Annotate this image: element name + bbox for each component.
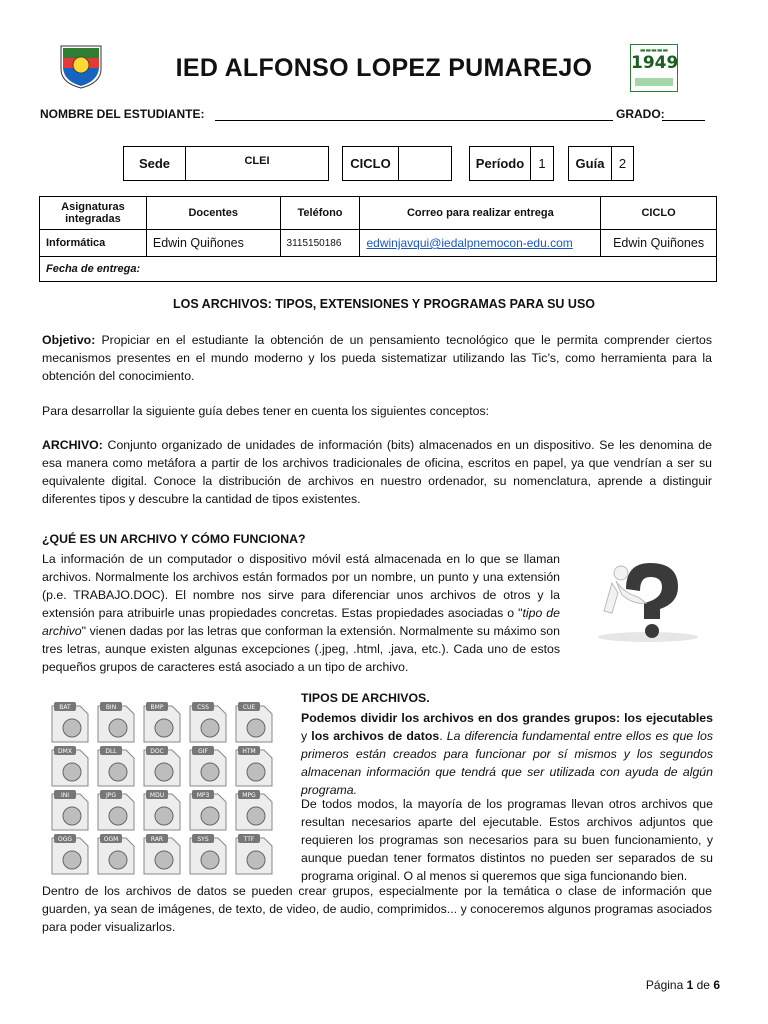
tipos-bold-1: los ejecutables bbox=[624, 711, 713, 725]
svg-text:HTM: HTM bbox=[242, 748, 256, 755]
table-row-fecha bbox=[40, 257, 717, 282]
svg-text:BIN: BIN bbox=[105, 704, 117, 711]
svg-text:MDU: MDU bbox=[149, 792, 165, 799]
svg-text:GIF: GIF bbox=[198, 748, 208, 755]
svg-text:RAR: RAR bbox=[150, 836, 164, 843]
file-type-icon-gif bbox=[190, 746, 226, 786]
file-type-icon-ini bbox=[52, 790, 88, 830]
student-name-line[interactable] bbox=[215, 120, 613, 121]
header-ciclo: CICLO bbox=[601, 197, 717, 230]
objetivo-label: Objetivo: bbox=[42, 333, 96, 347]
fecha-entrega-label: Fecha de entrega: bbox=[40, 257, 717, 282]
sede-value: CLEI bbox=[185, 146, 329, 181]
tipos-text-1: Podemos dividir los archivos en dos grandes grupos: bbox=[301, 711, 625, 725]
que-es-paragraph bbox=[42, 550, 560, 676]
header-telefono: Teléfono bbox=[280, 197, 360, 230]
file-type-icon-htm bbox=[236, 746, 272, 786]
file-type-icon-dmx bbox=[52, 746, 88, 786]
archivo-paragraph bbox=[42, 436, 712, 508]
file-type-icon-rar bbox=[144, 834, 180, 874]
que-es-text-2: " vienen dadas por las letras que conforman la extensión. Normalmente su máximo son tres letras, aunque existen algunas excepciones (.jpeg, .html, .java, etc.). Cada uno de estos pequeños grupos de caracteres está asociado a un tipo de archivo. bbox=[42, 624, 560, 674]
file-type-icon-doc bbox=[144, 746, 180, 786]
svg-text:MPG: MPG bbox=[242, 792, 256, 799]
page-mid: de bbox=[693, 978, 714, 992]
archivo-text: Conjunto organizado de unidades de información (bits) almacenados en un dispositivo. Se les denomina de esa manera como metáfora a partir de los archivos tradicionales de oficina, escritos en papel, ya que vendrían a ser su equivalente digital. Conoce la distribución de archivos en nuestro ordenador, su nomenclatura, aprende a distinguir diferentes tipos y descubre la cantidad de tipos existentes. bbox=[42, 438, 712, 506]
table-row bbox=[40, 230, 717, 257]
table-header-row bbox=[40, 197, 717, 230]
svg-text:JPG: JPG bbox=[105, 792, 117, 799]
tipos-dot: . bbox=[439, 729, 447, 743]
periodo-label: Período bbox=[469, 146, 531, 181]
archivo-label: ARCHIVO: bbox=[42, 438, 103, 452]
ciclo-value bbox=[398, 146, 452, 181]
file-type-icon-ttf bbox=[236, 834, 272, 874]
info-table bbox=[39, 196, 717, 282]
cell-asignatura: Informática bbox=[40, 230, 147, 257]
student-name-label: NOMBRE DEL ESTUDIANTE: bbox=[40, 107, 205, 121]
periodo-value: 1 bbox=[530, 146, 554, 181]
tipos-y: y bbox=[301, 729, 312, 743]
page-current: 1 bbox=[686, 978, 694, 992]
svg-text:BMP: BMP bbox=[150, 704, 164, 711]
page-number bbox=[646, 978, 720, 992]
cell-correo-cell bbox=[360, 230, 601, 257]
tipos-bold-2: los archivos de datos bbox=[311, 729, 440, 743]
file-type-icon-mpg bbox=[236, 790, 272, 830]
grade-line[interactable] bbox=[662, 120, 705, 121]
objetivo-text: Propiciar en el estudiante la obtención de un pensamiento tecnológico que le permita comprender ciertos mecanismos presentes en el mundo moderno y los pueda sistematizar utilizando las Tic’s, como herramienta para la obtención del conocimiento. bbox=[42, 333, 712, 383]
svg-text:DMX: DMX bbox=[58, 748, 72, 755]
grade-label: GRADO: bbox=[616, 107, 665, 121]
svg-text:SYS: SYS bbox=[197, 836, 209, 843]
tipos-italic: La diferencia fundamental entre ellos es que los primeros están creados para funcionar por sí mismos y los segundos almacenan información que tendrá que ser utilizada con ayuda de algún programa. bbox=[301, 729, 713, 797]
svg-text:DLL: DLL bbox=[105, 748, 117, 755]
year-1949-logo: ▬▬▬▬▬ 1949 bbox=[630, 44, 678, 92]
svg-text:INI: INI bbox=[60, 792, 70, 799]
email-link[interactable]: edwinjavqui@iedalpnemocon-edu.com bbox=[366, 236, 573, 250]
main-title: LOS ARCHIVOS: TIPOS, EXTENSIONES Y PROGRAMAS PARA SU USO bbox=[172, 297, 596, 311]
file-type-icon-cue bbox=[236, 702, 272, 742]
que-es-italic: tipo de archivo bbox=[42, 606, 560, 638]
svg-text:OGG: OGG bbox=[57, 836, 73, 843]
school-title: IED ALFONSO LOPEZ PUMAREJO bbox=[175, 54, 593, 82]
ciclo-label: CICLO bbox=[342, 146, 399, 181]
intro-paragraph: Para desarrollar la siguiente guía debes tener en cuenta los siguientes conceptos: bbox=[42, 404, 490, 418]
page-prefix: Página bbox=[645, 978, 687, 992]
svg-text:DOC: DOC bbox=[150, 748, 164, 755]
svg-text:MP3: MP3 bbox=[196, 792, 210, 799]
file-type-icon-mdu bbox=[144, 790, 180, 830]
guia-value: 2 bbox=[611, 146, 634, 181]
file-type-icon-ogg bbox=[52, 834, 88, 874]
cell-telefono: 3115150186 bbox=[280, 230, 360, 257]
file-icons-image bbox=[48, 700, 288, 880]
tipos-title: TIPOS DE ARCHIVOS. bbox=[301, 691, 430, 705]
tipos-paragraph-1 bbox=[301, 709, 713, 799]
cell-docente: Edwin Quiñones bbox=[146, 230, 280, 257]
que-es-title: ¿QUÉ ES UN ARCHIVO Y CÓMO FUNCIONA? bbox=[42, 532, 306, 546]
file-type-icon-mp3 bbox=[190, 790, 226, 830]
guia-label: Guía bbox=[568, 146, 612, 181]
file-type-icon-dll bbox=[98, 746, 134, 786]
svg-text:BAT: BAT bbox=[59, 704, 71, 711]
que-es-text-1: La información de un computador o dispositivo móvil está almacenada en lo que se llaman archivos. Normalmente los archivos están formados por un nombre, un punto y una extensión (p.e. TRABAJO.DOC). El nombre nos sirve para diferenciar unos archivos de otros y la extensión para atribuirle unas propiedades concretas. Estas propiedades asociadas o " bbox=[42, 552, 560, 620]
sede-label: Sede bbox=[123, 146, 186, 181]
svg-text:CSS: CSS bbox=[197, 704, 209, 711]
file-type-icon-sys bbox=[190, 834, 226, 874]
svg-text:OGM: OGM bbox=[103, 836, 119, 843]
svg-text:TTF: TTF bbox=[243, 836, 255, 843]
file-type-icon-css bbox=[190, 702, 226, 742]
question-figure-image bbox=[586, 553, 706, 643]
cell-ciclo: Edwin Quiñones bbox=[601, 230, 717, 257]
page-total: 6 bbox=[713, 978, 720, 992]
header-correo: Correo para realizar entrega bbox=[360, 197, 601, 230]
header-docentes: Docentes bbox=[146, 197, 280, 230]
tipos-paragraph-2: De todos modos, la mayoría de los programas llevan otros archivos que resultan necesarios aparte del ejecutable. Estos archivos adjuntos que requieren los programas son necesarios para su buen funcionamiento, y aunque puedan tener formatos distintos no pueden ser separados de su programa original. O al menos si queremos que siga funcionando bien. bbox=[301, 797, 713, 883]
file-type-icon-ogm bbox=[98, 834, 134, 874]
file-type-icon-bat bbox=[52, 702, 88, 742]
file-type-icon-jpg bbox=[98, 790, 134, 830]
svg-text:CUE: CUE bbox=[242, 704, 256, 711]
header-asignaturas: Asignaturas integradas bbox=[40, 197, 147, 230]
datos-paragraph: Dentro de los archivos de datos se pueden crear grupos, especialmente por la temática o clase de información que guarden, ya sean de imágenes, de texto, de video, de audio, comprimidos... y conoceremos algunos programas asociados para poder visualizarlos. bbox=[42, 884, 712, 934]
file-type-icon-bin bbox=[98, 702, 134, 742]
file-type-icon-bmp bbox=[144, 702, 180, 742]
objetivo-paragraph bbox=[42, 331, 712, 385]
